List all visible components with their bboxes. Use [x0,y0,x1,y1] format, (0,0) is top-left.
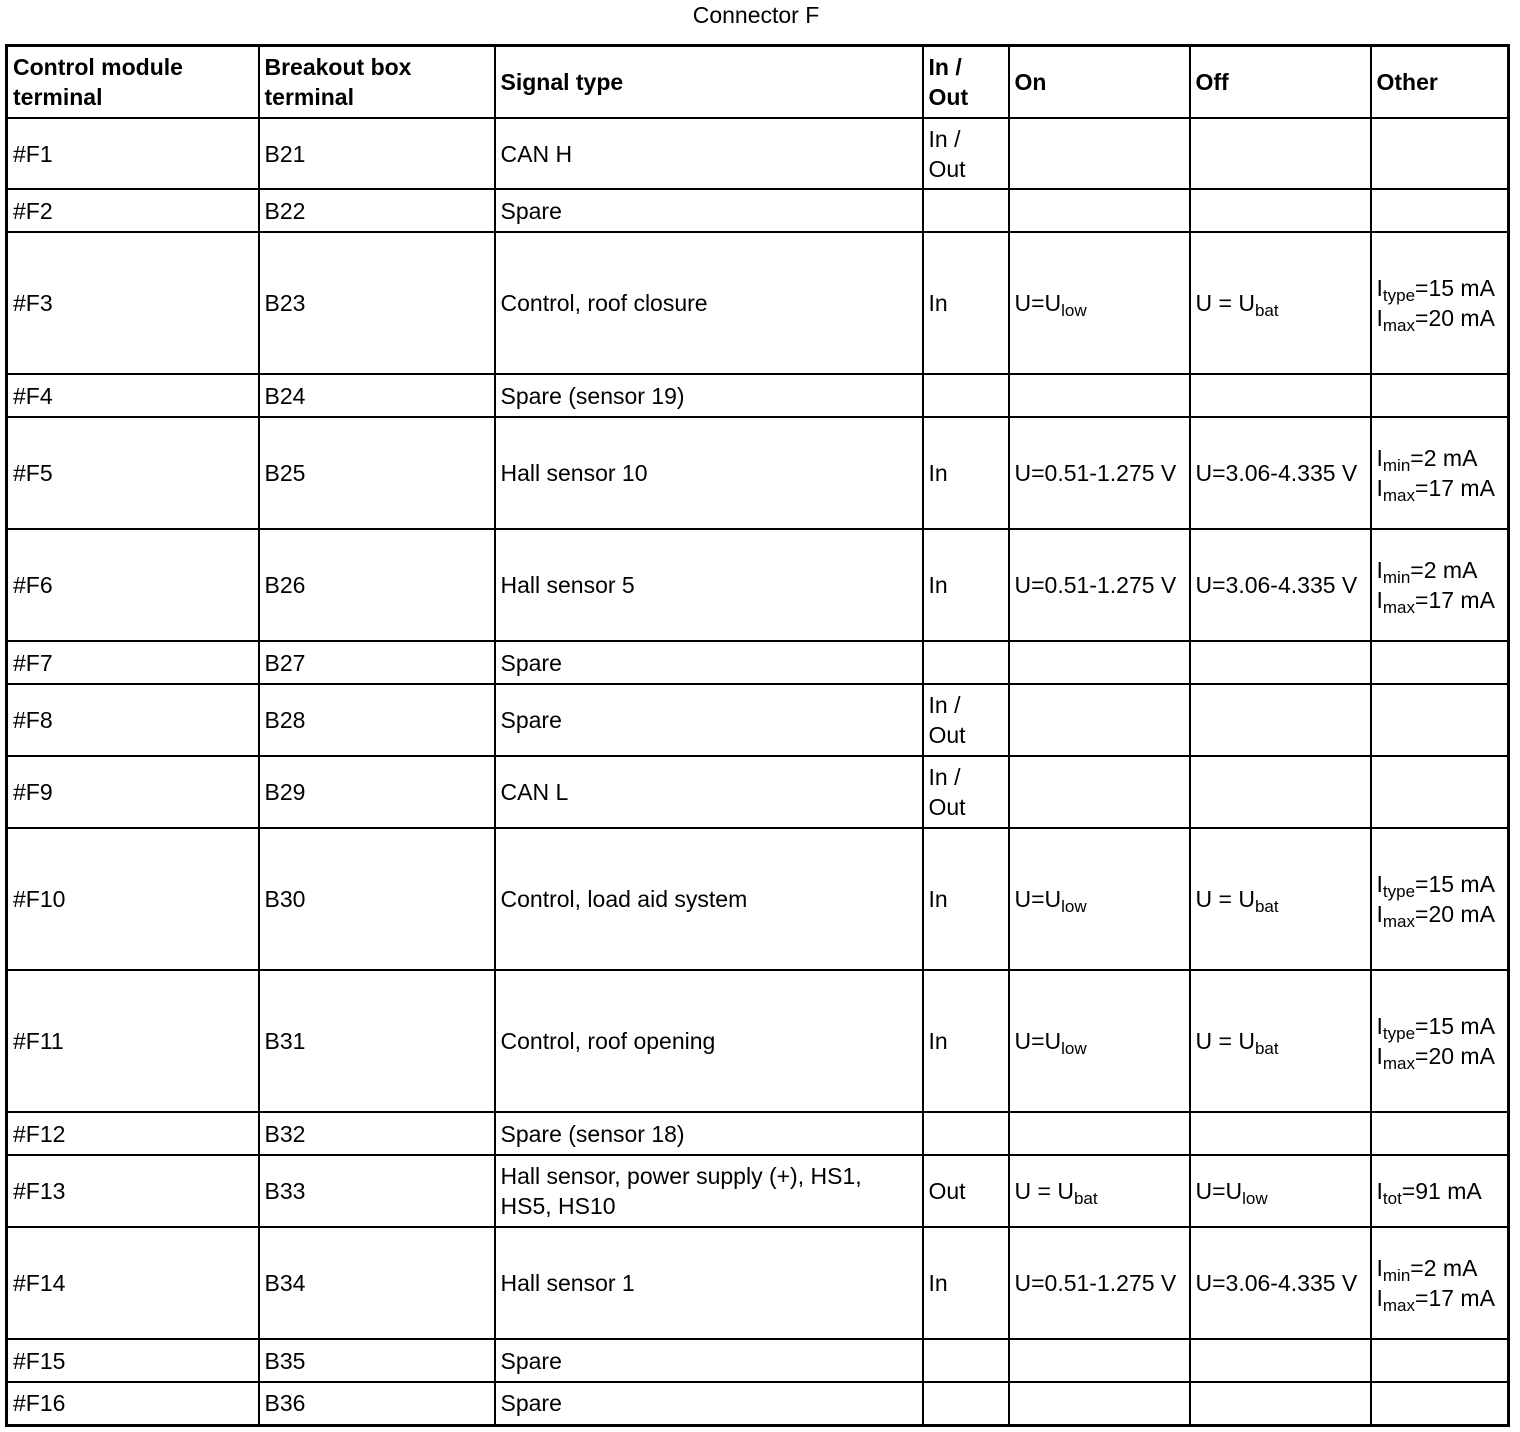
value-tail: =2 mA [1410,557,1478,583]
value-base: I [1376,587,1383,613]
value-subscript: min [1382,1266,1411,1285]
cell-signal-type: Spare [495,641,923,684]
cell-other [1371,1339,1509,1382]
value-tail: =17 mA [1415,475,1495,501]
cell-signal-type: CAN L [495,756,923,828]
table-row [7,1382,1509,1425]
cell-control-module-terminal: #F2 [7,189,259,232]
table-row [7,189,1509,232]
cell-on [1009,118,1190,189]
value-subscript: bat [1254,1039,1279,1058]
value-subscript: type [1382,882,1416,901]
cell-other [1371,1112,1509,1155]
cell-on [1009,374,1190,417]
cell-off [1190,684,1371,756]
cell-in-out: In [923,828,1009,970]
cell-on [1009,529,1190,641]
cell-off [1190,1155,1371,1227]
cell-in-out: In / Out [923,118,1009,189]
value-base: I [1376,1178,1383,1204]
cell-in-out: In [923,417,1009,529]
cell-on [1009,417,1190,529]
cell-other [1371,232,1509,374]
value-line [1196,458,1365,488]
value-line [1015,288,1184,318]
cell-other [1371,641,1509,684]
cell-breakout-box-terminal: B35 [259,1339,495,1382]
value-base: I [1376,275,1383,301]
value-subscript: min [1382,568,1411,587]
value-subscript: min [1382,456,1411,475]
value-line [1377,869,1503,899]
cell-breakout-box-terminal: B30 [259,828,495,970]
value-subscript: low [1061,301,1087,320]
cell-on [1009,684,1190,756]
cell-other [1371,529,1509,641]
value-subscript: max [1382,1296,1416,1315]
cell-signal-type: Spare (sensor 19) [495,374,923,417]
cell-off [1190,118,1371,189]
value-subscript: low [1242,1189,1268,1208]
cell-other [1371,756,1509,828]
value-base: U = U [1014,1178,1074,1204]
cell-other [1371,684,1509,756]
value-line [1377,443,1503,473]
table-row [7,417,1509,529]
value-base: I [1376,1043,1383,1069]
value-line [1377,555,1503,585]
value-base: U=0.51-1.275 V [1014,572,1177,598]
cell-control-module-terminal: #F10 [7,828,259,970]
value-subscript: bat [1254,301,1279,320]
cell-in-out: In [923,529,1009,641]
cell-in-out: In / Out [923,684,1009,756]
cell-control-module-terminal: #F6 [7,529,259,641]
value-line [1377,1283,1503,1313]
cell-signal-type: Spare [495,684,923,756]
cell-on [1009,1227,1190,1339]
cell-control-module-terminal: #F4 [7,374,259,417]
cell-breakout-box-terminal: B24 [259,374,495,417]
cell-off [1190,417,1371,529]
cell-control-module-terminal: #F16 [7,1382,259,1425]
value-tail: =15 mA [1415,871,1495,897]
cell-off [1190,529,1371,641]
value-tail: =20 mA [1415,1043,1495,1069]
cell-control-module-terminal: #F15 [7,1339,259,1382]
cell-control-module-terminal: #F9 [7,756,259,828]
cell-control-module-terminal: #F13 [7,1155,259,1227]
value-subscript: type [1382,286,1416,305]
cell-control-module-terminal: #F12 [7,1112,259,1155]
value-subscript: max [1382,598,1416,617]
value-subscript: max [1382,486,1416,505]
cell-on [1009,1112,1190,1155]
value-base: U=3.06-4.335 V [1195,460,1358,486]
cell-in-out [923,374,1009,417]
value-subscript: max [1382,1054,1416,1073]
value-tail: =20 mA [1415,901,1495,927]
value-line [1196,1026,1365,1056]
value-base: I [1376,1013,1383,1039]
cell-control-module-terminal: #F1 [7,118,259,189]
cell-breakout-box-terminal: B33 [259,1155,495,1227]
cell-breakout-box-terminal: B31 [259,970,495,1112]
value-subscript: type [1382,1024,1416,1043]
value-subscript: bat [1254,897,1279,916]
cell-in-out: Out [923,1155,1009,1227]
value-tail: =2 mA [1410,1255,1478,1281]
table-row [7,1339,1509,1382]
cell-signal-type: Spare [495,1382,923,1425]
table-row [7,374,1509,417]
cell-breakout-box-terminal: B28 [259,684,495,756]
cell-in-out: In / Out [923,756,1009,828]
table-row [7,756,1509,828]
cell-other [1371,1382,1509,1425]
header-off: Off [1190,46,1371,119]
value-base: I [1376,1285,1383,1311]
table-row [7,641,1509,684]
header-in-out: In / Out [923,46,1009,119]
value-base: I [1376,871,1383,897]
cell-other [1371,1227,1509,1339]
table-row [7,684,1509,756]
header-on: On [1009,46,1190,119]
value-line [1377,273,1503,303]
cell-signal-type: Spare [495,189,923,232]
cell-breakout-box-terminal: B27 [259,641,495,684]
value-line [1377,473,1503,503]
cell-on [1009,970,1190,1112]
value-line [1377,585,1503,615]
cell-breakout-box-terminal: B32 [259,1112,495,1155]
cell-breakout-box-terminal: B21 [259,118,495,189]
value-subscript: low [1061,897,1087,916]
value-tail: =15 mA [1415,1013,1495,1039]
header-breakout-box-terminal: Breakout box terminal [259,46,495,119]
value-line [1196,1268,1365,1298]
cell-on [1009,641,1190,684]
cell-other [1371,970,1509,1112]
cell-signal-type: Hall sensor, power supply (+), HS1, HS5, HS10 [495,1155,923,1227]
value-line [1377,1011,1503,1041]
value-subscript: max [1382,316,1416,335]
value-line [1196,884,1365,914]
value-base: U=0.51-1.275 V [1014,1270,1177,1296]
value-line [1377,1041,1503,1071]
cell-control-module-terminal: #F11 [7,970,259,1112]
cell-off [1190,1112,1371,1155]
table-row [7,529,1509,641]
value-line [1377,1176,1503,1206]
value-subscript: low [1061,1039,1087,1058]
value-tail: =15 mA [1415,275,1495,301]
cell-off [1190,232,1371,374]
cell-off [1190,1227,1371,1339]
value-line [1015,1176,1184,1206]
connector-title: Connector F [692,2,820,28]
value-base: I [1376,1255,1383,1281]
value-base: U=0.51-1.275 V [1014,460,1177,486]
value-base: U=U [1195,1178,1243,1204]
cell-in-out: In [923,1227,1009,1339]
cell-on [1009,1382,1190,1425]
cell-breakout-box-terminal: B23 [259,232,495,374]
value-line [1377,303,1503,333]
value-base: I [1376,475,1383,501]
cell-other [1371,118,1509,189]
value-base: U=U [1014,886,1062,912]
value-line [1196,1176,1365,1206]
value-base: U = U [1195,290,1255,316]
cell-other [1371,417,1509,529]
cell-signal-type: Control, roof opening [495,970,923,1112]
value-line [1377,899,1503,929]
value-base: U = U [1195,1028,1255,1054]
cell-on [1009,756,1190,828]
cell-in-out [923,641,1009,684]
cell-in-out [923,189,1009,232]
cell-signal-type: Hall sensor 5 [495,529,923,641]
table-row [7,118,1509,189]
cell-in-out [923,1112,1009,1155]
cell-off [1190,828,1371,970]
connector-pin-table [5,44,1510,1427]
table-body [7,118,1509,1425]
cell-breakout-box-terminal: B29 [259,756,495,828]
cell-on [1009,1339,1190,1382]
value-line [1015,1268,1184,1298]
cell-on [1009,1155,1190,1227]
header-control-module-terminal: Control module terminal [7,46,259,119]
header-other: Other [1371,46,1509,119]
cell-off [1190,374,1371,417]
cell-in-out: In [923,232,1009,374]
cell-signal-type: Spare (sensor 18) [495,1112,923,1155]
table-row [7,828,1509,970]
value-tail: =91 mA [1401,1178,1482,1204]
table-row [7,1227,1509,1339]
cell-breakout-box-terminal: B36 [259,1382,495,1425]
cell-signal-type: CAN H [495,118,923,189]
cell-off [1190,1339,1371,1382]
value-line [1196,288,1365,318]
value-base: U=U [1014,290,1062,316]
value-tail: =17 mA [1415,587,1495,613]
value-base: I [1376,445,1383,471]
header-row [7,46,1509,119]
value-tail: =20 mA [1415,305,1495,331]
cell-in-out [923,1339,1009,1382]
cell-breakout-box-terminal: B22 [259,189,495,232]
value-line [1015,570,1184,600]
cell-in-out [923,1382,1009,1425]
value-tail: =2 mA [1410,445,1478,471]
cell-control-module-terminal: #F8 [7,684,259,756]
value-subscript: tot [1382,1189,1402,1208]
cell-off [1190,189,1371,232]
value-line [1015,884,1184,914]
value-tail: =17 mA [1415,1285,1495,1311]
cell-off [1190,756,1371,828]
cell-control-module-terminal: #F3 [7,232,259,374]
value-subscript: max [1382,912,1416,931]
value-line [1377,1253,1503,1283]
cell-signal-type: Control, load aid system [495,828,923,970]
cell-signal-type: Hall sensor 1 [495,1227,923,1339]
cell-signal-type: Spare [495,1339,923,1382]
cell-control-module-terminal: #F7 [7,641,259,684]
cell-off [1190,970,1371,1112]
cell-other [1371,189,1509,232]
value-base: I [1376,557,1383,583]
cell-control-module-terminal: #F5 [7,417,259,529]
cell-on [1009,232,1190,374]
cell-off [1190,1382,1371,1425]
table-row [7,970,1509,1112]
value-line [1196,570,1365,600]
value-base: I [1376,901,1383,927]
value-line [1015,1026,1184,1056]
cell-other [1371,1155,1509,1227]
cell-breakout-box-terminal: B25 [259,417,495,529]
value-base: U=U [1014,1028,1062,1054]
cell-breakout-box-terminal: B26 [259,529,495,641]
value-base: I [1376,305,1383,331]
value-base: U=3.06-4.335 V [1195,572,1358,598]
value-subscript: bat [1073,1189,1098,1208]
cell-other [1371,828,1509,970]
table-row [7,1155,1509,1227]
cell-signal-type: Control, roof closure [495,232,923,374]
value-base: U = U [1195,886,1255,912]
cell-on [1009,828,1190,970]
cell-breakout-box-terminal: B34 [259,1227,495,1339]
cell-in-out: In [923,970,1009,1112]
value-base: U=3.06-4.335 V [1195,1270,1358,1296]
value-line [1015,458,1184,488]
cell-off [1190,641,1371,684]
table-row [7,232,1509,374]
header-signal-type: Signal type [495,46,923,119]
cell-control-module-terminal: #F14 [7,1227,259,1339]
cell-on [1009,189,1190,232]
cell-signal-type: Hall sensor 10 [495,417,923,529]
cell-other [1371,374,1509,417]
table-row [7,1112,1509,1155]
